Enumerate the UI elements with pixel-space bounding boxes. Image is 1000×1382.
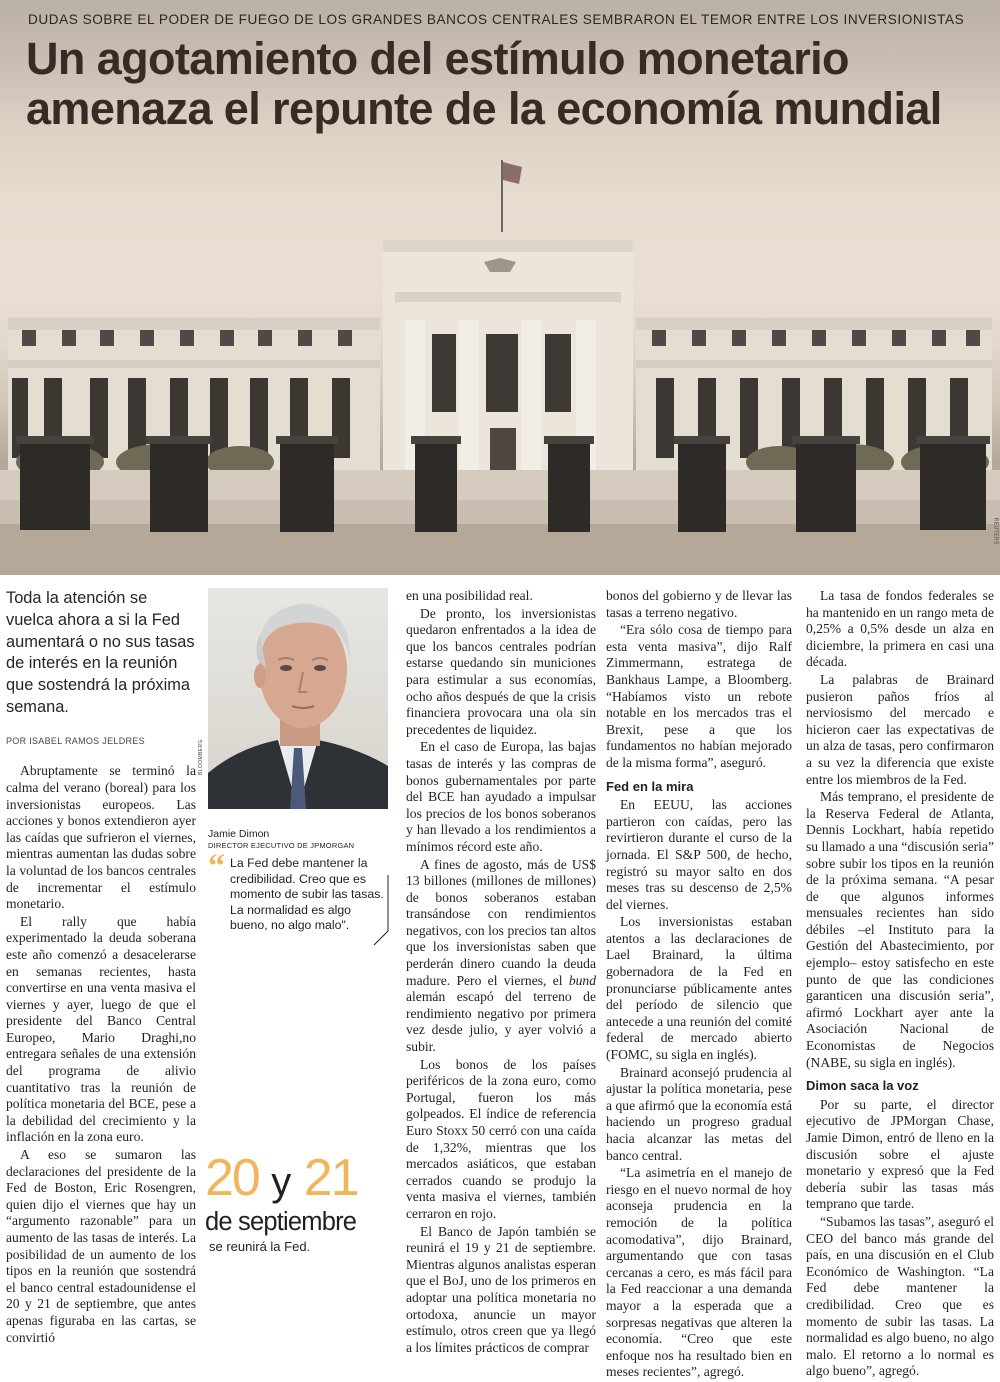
highlight-day-1: 20	[205, 1149, 259, 1207]
headline-line-2: amenaza el repunte de la economía mundial	[26, 83, 942, 134]
quote-role: DIRECTOR EJECUTIVO DE JPMORGAN	[208, 841, 355, 850]
portrait-photo	[208, 588, 388, 809]
subheading: Dimon saca la voz	[806, 1078, 919, 1094]
highlight-connector: y	[271, 1160, 292, 1204]
column-5	[806, 588, 994, 1381]
body-paragraph: bonos del gobierno y de llevar las tasas a terreno negativo.	[606, 588, 792, 620]
quote-text-block	[208, 848, 388, 934]
body-paragraph: A eso se sumaron las declaraciones del presidente de la Fed de Boston, Eric Rosengren, quien dijo el viernes que hay un “argumento razonable” para un aumento de las tasas de interés. La posibilidad de un aumento de los tipos en la reunión que sostendrá el banco central estadounidense el 20 y 21 de septiembre, que antes apenas figuraba en las cartas, se convirtió	[6, 1147, 196, 1345]
body-paragraph: Más temprano, el presidente de la Reserva Federal de Atlanta, Dennis Lockhart, había repetido su llamado a una “discusión seria” sobre subir los tipos en la reunión de la próxima semana. “A pesar de que algunos informes mensuales recientes han sido débiles –el Instituto para la Gestión del Abastecimiento, por ejemplo– estoy satisfecho en este punto de que las condiciones garanticen una discusión seria”, afirmó Lockhart ayer ante la Asociación Nacional de Economistas de Negocios (NABE, su sigla en inglés).	[806, 789, 994, 1070]
column-4	[606, 588, 792, 1382]
body-text: alemán escapó del terreno de rendimiento negativo por primera vez desde julio, y ayer volvió a subir.	[406, 989, 596, 1055]
body-paragraph	[406, 857, 596, 1056]
body-paragraph: Por su parte, el director ejecutivo de JPMorgan Chase, Jamie Dimon, entró de lleno en la discusión sobre el ajuste monetario y expresó que la Fed debería subir las tasas más temprano que tarde.	[806, 1096, 994, 1212]
headline	[26, 34, 976, 134]
body-paragraph: La tasa de fondos federales se ha mantenido en un rango meta de 0,25% a 0,5% desde un alza en diciembre, la primera en casi una década.	[806, 588, 994, 670]
portrait-credit: BLOOMBERG	[198, 739, 204, 775]
jamie-dimon-portrait	[208, 588, 388, 809]
body-paragraph: Los inversionistas estaban atentos a las declaraciones de Lael Brainard, la última gobernadora de la Fed en pronunciarse públicamente antes del período de silencio que antecede a una reunión del comité federal de mercado abierto (FOMC, su sigla en inglés).	[606, 914, 792, 1063]
body-paragraph: De pronto, los inversionistas quedaron enfrentados a la idea de que los bancos centrales podrían estarse quedando sin municiones para estimular a sus economías, ocho años después de que la crisis financiera provocara una ola sin precedentes de liquidez.	[406, 605, 596, 737]
hero-photo	[0, 0, 1000, 575]
column-3	[406, 588, 596, 1357]
highlight-date-numbers	[205, 1149, 400, 1208]
body-paragraph: en una posibilidad real.	[406, 588, 533, 603]
quote-divider	[372, 875, 410, 945]
photo-credit: REUTERS	[992, 517, 998, 545]
byline: POR ISABEL RAMOS JELDRES	[6, 735, 145, 746]
body-paragraph: Brainard aconsejó prudencia al ajustar la política monetaria, pese a que afirmó que la economía está haciendo un progreso gradual hacia alcanzar las metas del banco central.	[606, 1064, 792, 1163]
body-text: A fines de agosto, más de US$ 13 billones (millones de millones) de bonos soberanos estaban transándose con rendimientos negativos, con los precios tan altos que los inversionistas saben que perderán dinero cuando la deuda madure. Pero el viernes, el	[406, 856, 596, 988]
body-paragraph: Abruptamente se terminó la calma del verano (boreal) para los inversionistas europeos. Las acciones y bonos extendieron ayer las caídas que sufrieron el viernes, mientras aumentan las dudas sobre la voluntad de los bancos centrales de incrementar el estímulo monetario.	[6, 763, 196, 912]
body-paragraph: “La asimetría en el manejo de riesgo en el nuevo normal de hoy aconseja prudencia en la remoción de la política acomodativa”, dijo Brainard, argumentando que con tasas cercanas a cero, es más fácil para la Fed reaccionar a una demanda mayor a la esperada que a sorpresas negativas que alteren la economía. “Creo que este enfoque nos ha resultado bien en meses recientes”, agregó.	[606, 1165, 792, 1380]
body-paragraph: “Subamos las tasas”, aseguró el CEO del banco más grande del país, en una discusión en el Club Económico de Washington. “La Fed debe mantener la credibilidad. Creo que es momento de subir las tasas. La normalidad es algo bueno, no algo malo. El retorno a lo normal es algo bueno”, agregó.	[806, 1213, 994, 1379]
body-paragraph: El Banco de Japón también se reunirá el 19 y 21 de septiembre. Mientras algunos analistas esperan que el BoJ, uno de los primeros en adoptar una política monetaria no ortodoxa, anuncie un mayor estímulo, otros creen que ya llegó a los límites prácticos de comprar	[406, 1223, 596, 1355]
quote-mark-icon: “	[208, 848, 225, 885]
column-1	[6, 588, 196, 1347]
body-paragraph: En el caso de Europa, las bajas tasas de interés y las compras de bonos gubernamentales por parte del BCE han ayudado a impulsar los precios de los bonos soberanos y han llevado a los rendimientos a mínimos récord este año.	[406, 739, 596, 854]
highlight-date	[205, 1149, 400, 1254]
body-paragraph: El rally que había experimentado la deuda soberana este año comenzó a desacelerarse en semanas recientes, hasta convertirse en una venta masiva el viernes y ayer, luego de que el presidente del Banco Central Europeo, Mario Draghi,no entregara señales de una extensión del programa de alivio cuantitativo tras la reunión de política monetaria del BCE, pese a la debilidad del crecimiento y la inflación en la zona euro.	[6, 913, 196, 1145]
highlight-day-2: 21	[303, 1149, 358, 1207]
body-paragraph: En EEUU, las acciones partieron con caídas, pero las revirtieron durante el curso de la jornada. El S&P 500, de hecho, registró su mayor salto en dos meses tras su descenso de 2,5% del viernes.	[606, 797, 792, 912]
body-paragraph: La palabras de Brainard pusieron paños fríos al nerviosismo del mercado e hicieron caer las expectativas de un alza de tasas, pero confirmaron a su vez la diferencia que existe entre los miembros de la Fed.	[806, 671, 994, 787]
subheading: Fed en la mira	[606, 778, 694, 794]
headline-line-1: Un agotamiento del estímulo monetario	[26, 33, 849, 84]
lead-paragraph: Toda la atención se vuelca ahora a si la Fed aumentará o no sus tasas de interés en la reunión que sostendrá la próxima semana.	[6, 589, 195, 716]
highlight-month: de septiembre	[205, 1208, 357, 1236]
highlight-note: se reunirá la Fed.	[209, 1239, 311, 1254]
body-text-italic: bund	[568, 972, 596, 988]
body-paragraph: Los bonos de los países periféricos de la zona euro, como Portugal, fueron los más golpeados. El índice de referencia Euro Stoxx 50 cerró con una caída de 1,32%, mientras que los mercados asiáticos, que estaban cerrados cuando se produjo la venta masiva el viernes, también cerraron en rojo.	[406, 1056, 596, 1221]
pull-quote	[208, 828, 388, 946]
kicker: DUDAS SOBRE EL PODER DE FUEGO DE LOS GRANDES BANCOS CENTRALES SEMBRARON EL TEMOR ENTRE LOS INVERSIONISTAS	[28, 12, 965, 27]
body-paragraph: “Era sólo cosa de tiempo para esta venta masiva”, dijo Ralf Zimmermann, estratega de Bankhaus Lampe, a Bloomberg. “Habíamos visto un rebote notable en los mercados tras el Brexit, pese a que los fundamentos no habían mejorado de la misma forma”, aseguró.	[606, 622, 792, 770]
quote-name: Jamie Dimon	[208, 828, 270, 840]
quote-text: La Fed debe mantener la credibilidad. Creo que es momento de subir las tasas. La normalidad es algo bueno, no algo malo".	[230, 856, 384, 933]
